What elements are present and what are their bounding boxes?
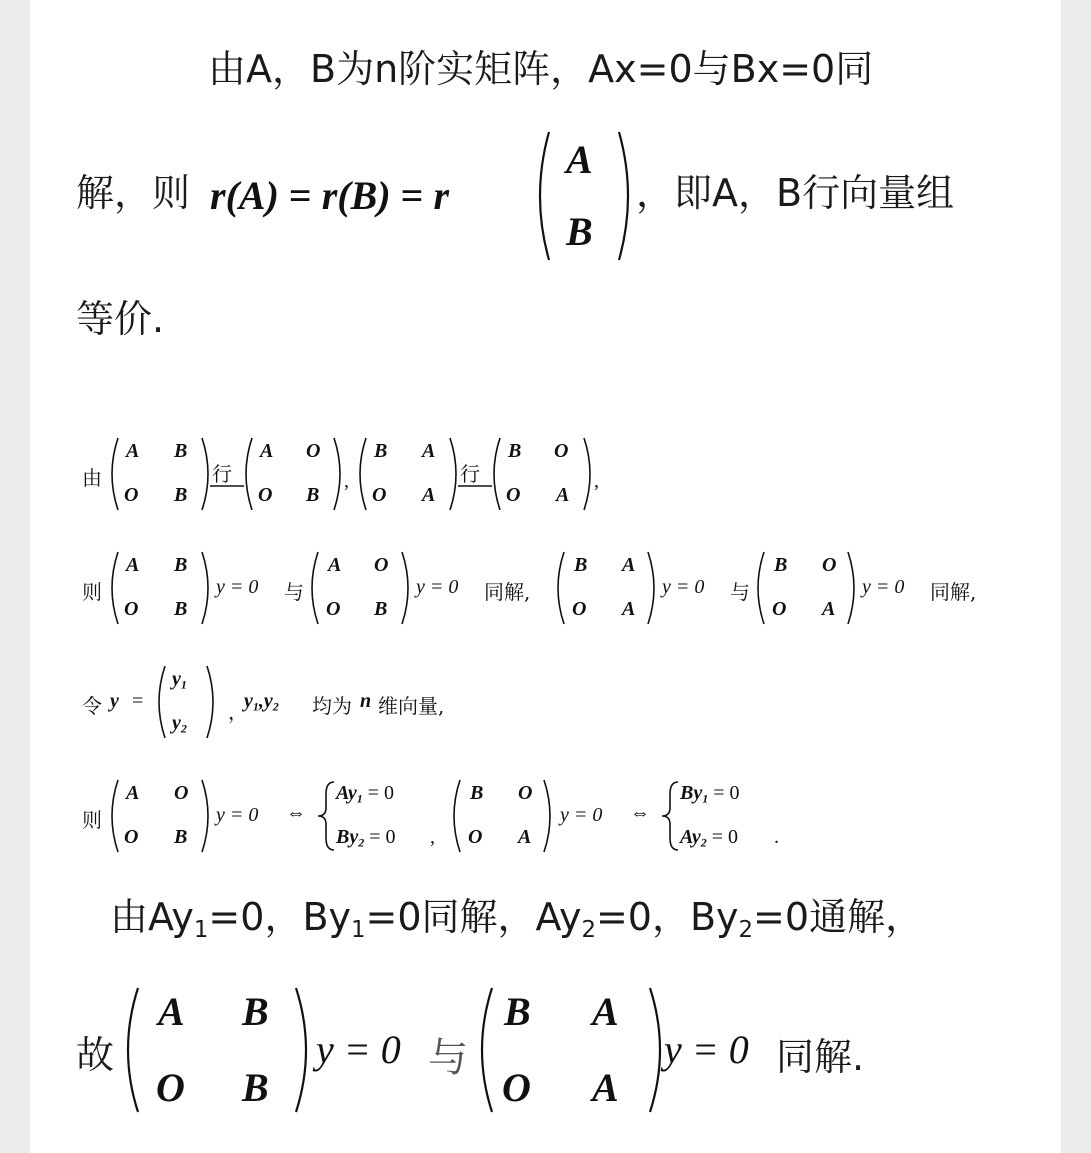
- rank-r: r: [210, 173, 226, 218]
- paragraph-line-2-prefix: 解，则: [76, 171, 191, 215]
- rank-equation: r(A) = r(B) = r: [210, 173, 450, 218]
- gu-char: 故: [76, 1033, 115, 1077]
- paragraph-line-2-suffix: ，即A，B行向量组: [636, 171, 955, 215]
- ze-char: 则: [82, 580, 102, 604]
- paragraph-line-3: 等价.: [76, 297, 165, 341]
- you-char: 由: [82, 466, 102, 490]
- paragraph-line-1: 由A，B为n阶实矩阵，Ax=0与Bx=0同: [208, 47, 874, 91]
- stacked-B: B: [566, 209, 593, 254]
- vector-y-parens: [155, 664, 225, 744]
- ling-char: 令: [82, 694, 102, 718]
- hang-label: 行: [212, 462, 232, 486]
- paragraph-2: 由$Ay_1=0$，$By_1=0$同解，$Ay_2=0$，$By_2=0$通解，: [110, 895, 924, 943]
- stacked-A: A: [566, 137, 593, 182]
